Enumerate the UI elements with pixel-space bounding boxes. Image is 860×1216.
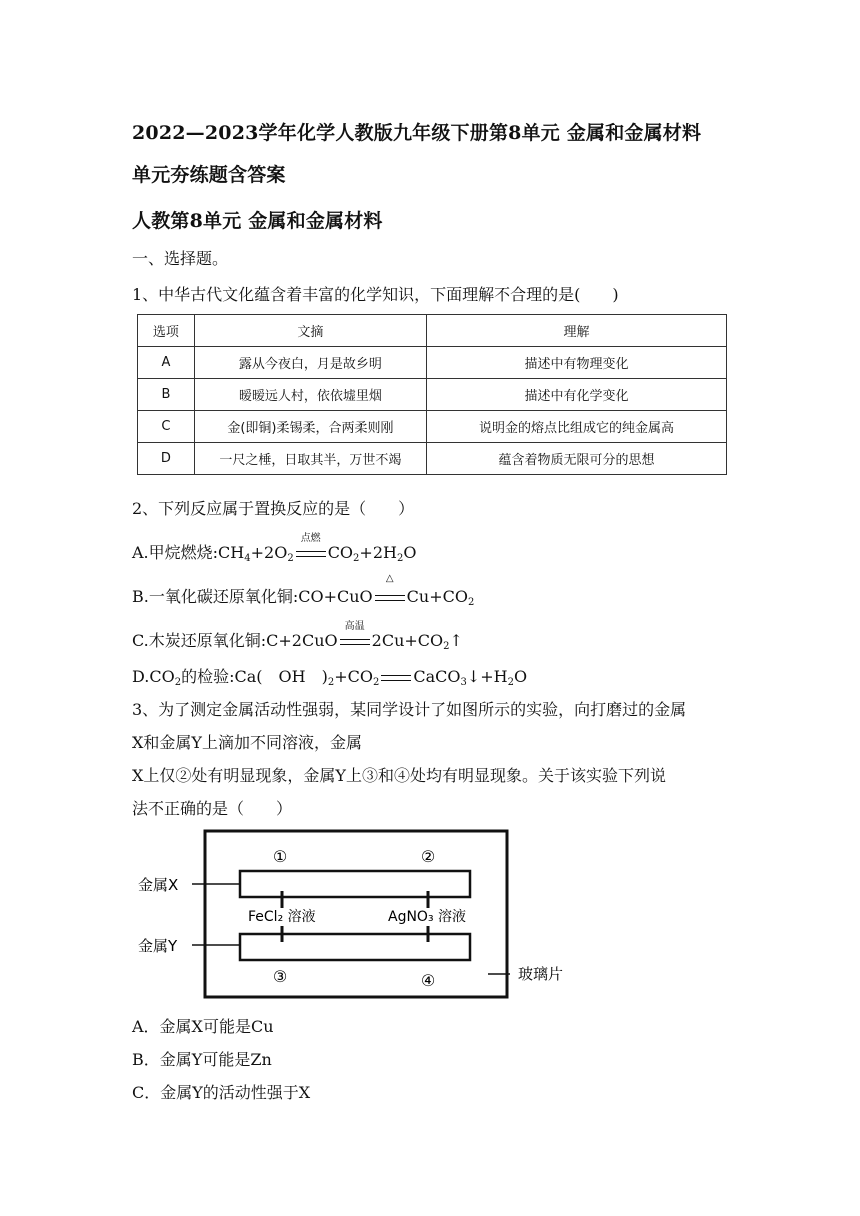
- table-cell: A: [138, 347, 195, 379]
- table-row: [138, 379, 727, 411]
- table-cell: C: [138, 411, 195, 443]
- metal-y-strip: [240, 934, 470, 960]
- q2-option-a: A.甲烷燃烧$:CH_4+2O_2$ 点燃 $CO_2+2H_2O$: [132, 533, 417, 564]
- table-cell: 暧暧远人村，依依墟里烟: [194, 379, 426, 411]
- table-cell: 描述中有物理变化: [427, 347, 727, 379]
- q3-option-a: A．金属X可能是Cu: [132, 1017, 274, 1036]
- q2-option-c: C.木炭还原氧化铜:C+2CuO 高温 $2Cu+CO_2↑$: [132, 621, 463, 652]
- metal-x-strip: [240, 871, 470, 897]
- table-header-row: [138, 315, 727, 347]
- part-heading: 一、选择题。: [132, 249, 229, 268]
- q3-option-b: B．金属Y可能是Zn: [132, 1050, 272, 1069]
- position-1: ①: [272, 847, 288, 866]
- table-row: [138, 411, 727, 443]
- label-glass: 玻璃片: [518, 965, 564, 983]
- experiment-figure: [130, 828, 610, 1004]
- q3-option-c: C．金属Y的活动性强于X: [132, 1083, 311, 1102]
- table-header: 理解: [427, 315, 727, 347]
- position-2: ②: [420, 847, 436, 866]
- reaction-condition: 高温: [340, 631, 370, 650]
- q2-stem: 2、下列反应属于置换反应的是（ ）: [132, 499, 415, 518]
- reaction-condition: [381, 667, 411, 686]
- table-row: [138, 443, 727, 475]
- table-cell: B: [138, 379, 195, 411]
- q1-table: [137, 314, 727, 475]
- position-4: ④: [420, 971, 436, 990]
- table-cell: 露从今夜白，月是故乡明: [194, 347, 426, 379]
- reaction-condition: △: [375, 587, 405, 606]
- label-fecl2: FeCl₂ 溶液: [248, 909, 316, 925]
- q3-line4: 法不正确的是（ ）: [132, 799, 293, 818]
- table-header: 文摘: [194, 315, 426, 347]
- table-cell: 蕴含着物质无限可分的思想: [427, 443, 727, 475]
- table-row: [138, 347, 727, 379]
- label-metal-y: 金属Y: [138, 937, 178, 955]
- table-cell: 金(即铜)柔锡柔，合两柔则刚: [194, 411, 426, 443]
- doc-title-line2: 单元夯练题含答案: [132, 164, 286, 186]
- table-cell: D: [138, 443, 195, 475]
- q3-line2: X和金属Y上滴加不同溶液，金属: [132, 733, 362, 752]
- table-cell: 描述中有化学变化: [427, 379, 727, 411]
- q2-option-b: B.一氧化碳还原氧化铜:CO+CuO △ $Cu+CO_2$: [132, 573, 475, 608]
- table-header: 选项: [138, 315, 195, 347]
- section-title: 人教第8单元 金属和金属材料: [132, 210, 383, 232]
- label-metal-x: 金属X: [138, 876, 179, 894]
- label-agno3: AgNO₃ 溶液: [388, 909, 467, 925]
- doc-title-line1: 2022—2023学年化学人教版九年级下册第8单元 金属和金属材料: [132, 122, 702, 144]
- q3-line1: 3、为了测定金属活动性强弱，某同学设计了如图所示的实验，向打磨过的金属: [132, 700, 687, 719]
- table-cell: 一尺之棰，日取其半，万世不竭: [194, 443, 426, 475]
- position-3: ③: [272, 967, 288, 986]
- reaction-condition: 点燃: [296, 543, 326, 562]
- q3-line3: X上仅②处有明显现象，金属Y上③和④处均有明显现象。关于该实验下列说: [132, 766, 666, 785]
- q2-option-d: $D.CO_2$的检验:Ca( OH )$_2+CO_2$ $CaCO_3↓+H_2O$: [132, 667, 528, 688]
- table-cell: 说明金的熔点比组成它的纯金属高: [427, 411, 727, 443]
- q1-stem: 1、中华古代文化蕴含着丰富的化学知识，下面理解不合理的是( ): [132, 285, 619, 304]
